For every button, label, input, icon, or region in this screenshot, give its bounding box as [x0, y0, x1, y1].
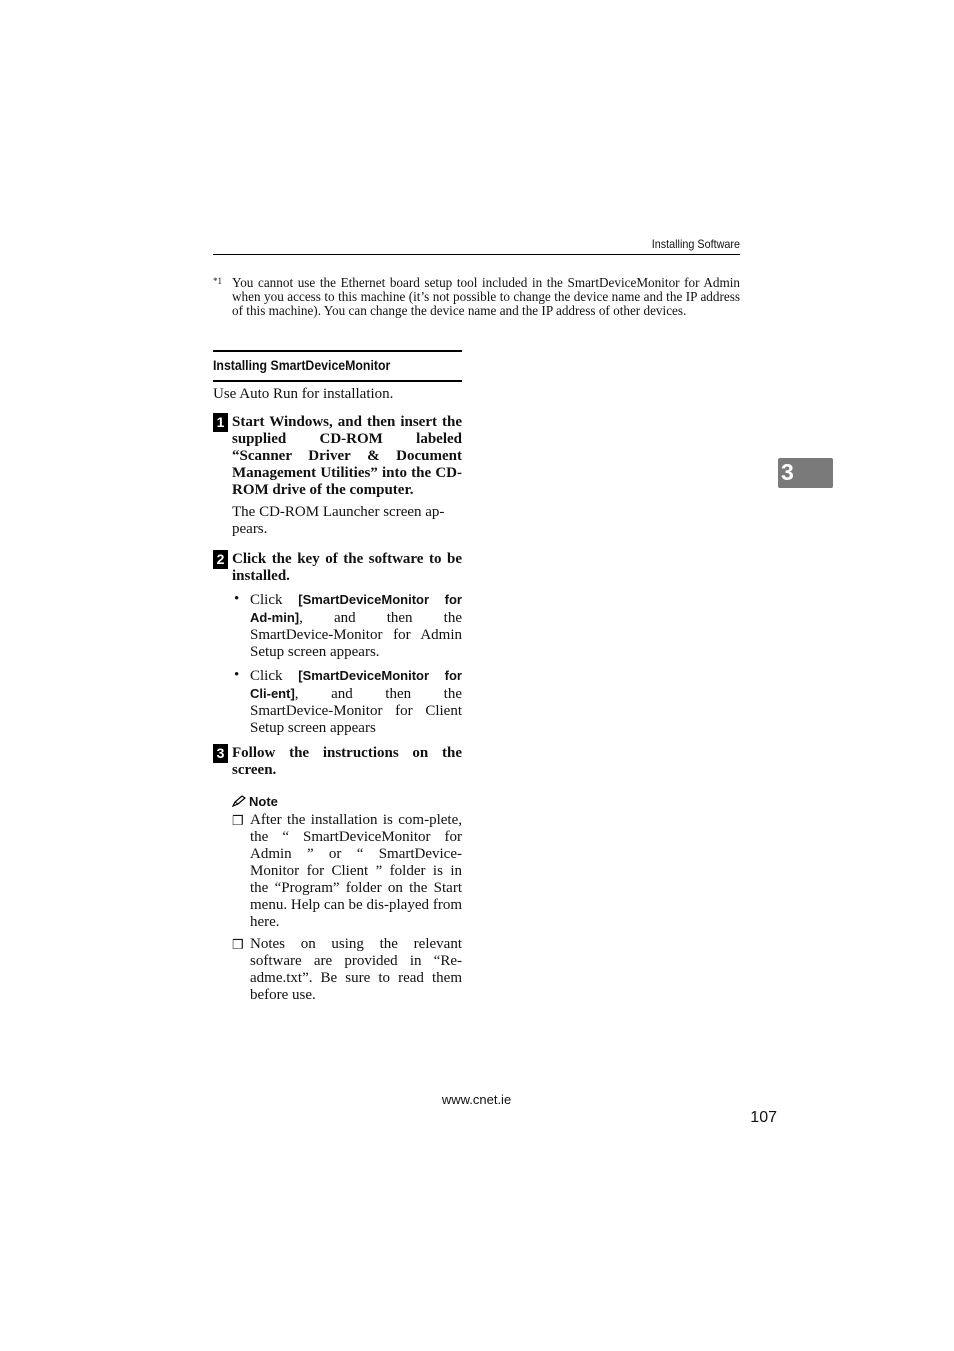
section-heading: [213, 350, 462, 382]
step-2: [213, 551, 462, 743]
chapter-number: 3: [781, 459, 794, 485]
step-3-title: Follow the instructions on the screen.: [232, 745, 462, 778]
list-item: • Click [SmartDeviceMonitor for Cli-ent], and then the SmartDevice-Monitor for Client Setup screen appears: [234, 667, 462, 736]
bullet-icon: •: [234, 667, 240, 683]
checkbox-bullet-icon: ❒: [232, 813, 244, 828]
footer-url: www.cnet.ie: [441, 1092, 512, 1107]
checkbox-bullet-icon: ❒: [232, 937, 244, 952]
step-2-title: Click the key of the software to be installed.: [232, 551, 462, 584]
step-number-1: 1: [213, 413, 228, 432]
intro-text: Use Auto Run for installation.: [213, 386, 394, 402]
note-list: [232, 812, 462, 1004]
step-2-bullets: [232, 591, 462, 737]
list-item: • Click [SmartDeviceMonitor for Ad-min], and then the SmartDevice-Monitor for Admin Setup screen appears.: [234, 591, 462, 660]
note-block: [232, 792, 462, 1009]
bullet-icon: •: [234, 591, 240, 607]
list-item: ❒ After the installation is com-plete, the “ SmartDeviceMonitor for Admin ” or “ SmartDevice-Monitor for Client ” folder is in the “Program” folder on the Start menu. Help can be dis-played from here.: [232, 812, 462, 930]
note-title: Note: [249, 794, 278, 809]
footnote: [213, 276, 740, 318]
header-rule: [213, 254, 740, 255]
page-number: 107: [750, 1109, 777, 1126]
footnote-text: You cannot use the Ethernet board setup tool included in the SmartDeviceMonitor for Admin when you access to this machine (it’s not possible to change the device name and the IP address of this machine). You can change the device name and the IP address of other devices.: [232, 275, 740, 318]
step-1: [213, 414, 462, 538]
step-number-2: 2: [213, 550, 228, 569]
chapter-tab: [778, 458, 833, 488]
step-1-title: Start Windows, and then insert the supplied CD-ROM labeled “Scanner Driver & Document Management Utilities” into the CD-ROM drive of the computer.: [232, 414, 462, 498]
step-1-description: The CD-ROM Launcher screen ap-pears.: [232, 504, 445, 537]
key-label: [SmartDeviceMonitor for Ad-min]: [250, 592, 462, 625]
section-title: Installing SmartDeviceMonitor: [213, 357, 391, 373]
note-heading: [232, 792, 462, 812]
list-item: ❒ Notes on using the relevant software are provided in “Re-adme.txt”. Be sure to read them before use.: [232, 936, 462, 1003]
footnote-mark: *1: [213, 276, 222, 286]
key-label: [SmartDeviceMonitor for Cli-ent]: [250, 668, 462, 701]
pencil-icon: [232, 795, 246, 807]
running-header: Installing Software: [651, 237, 740, 251]
step-3: [213, 745, 462, 779]
step-number-3: 3: [213, 744, 228, 763]
